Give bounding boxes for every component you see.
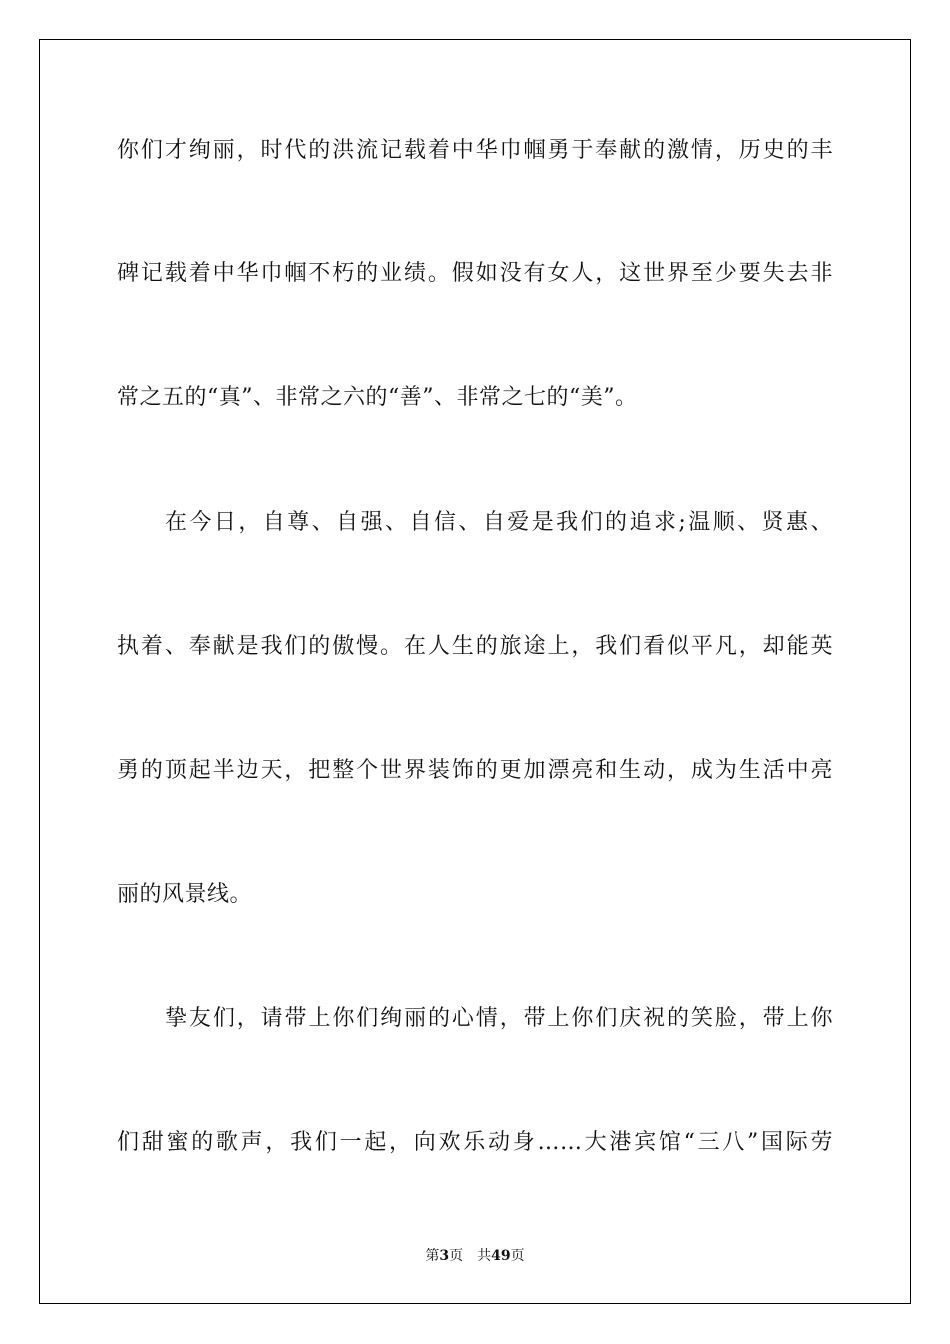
- text-line-3: 常之五的“真”、非常之六的“善”、非常之七的“美”。: [117, 385, 638, 410]
- text-line-5: 执着、奉献是我们的傲慢。在人生的旅途上，我们看似平凡，却能英: [117, 634, 833, 659]
- text-line-6: 勇的顶起半边天，把整个世界装饰的更加漂亮和生动，成为生活中亮: [117, 758, 833, 783]
- text-line-2: 碑记载着中华巾帼不朽的业绩。假如没有女人，这世界至少要失去非: [117, 261, 833, 286]
- page-prefix: 第: [425, 1248, 440, 1264]
- page-footer: [0, 1246, 950, 1266]
- page-border: [39, 39, 911, 1304]
- text-line-7: 丽的风景线。: [117, 882, 253, 907]
- page-total: 49: [491, 1248, 511, 1264]
- text-line-9: 们甜蜜的歌声，我们一起，向欢乐动身……大港宾馆“三八”国际劳: [117, 1130, 833, 1155]
- text-line-8: 挚友们，请带上你们绚丽的心情，带上你们庆祝的笑脸，带上你: [165, 1006, 833, 1031]
- total-suffix: 页: [510, 1248, 525, 1264]
- total-prefix: 共: [477, 1248, 492, 1264]
- text-line-1: 你们才绚丽，时代的洪流记载着中华巾帼勇于奉献的激情，历史的丰: [117, 138, 833, 163]
- text-line-4: 在今日，自尊、自强、自信、自爱是我们的追求;温顺、贤惠、: [165, 510, 833, 535]
- page-suffix: 页: [449, 1248, 464, 1264]
- page-current: 3: [439, 1248, 450, 1264]
